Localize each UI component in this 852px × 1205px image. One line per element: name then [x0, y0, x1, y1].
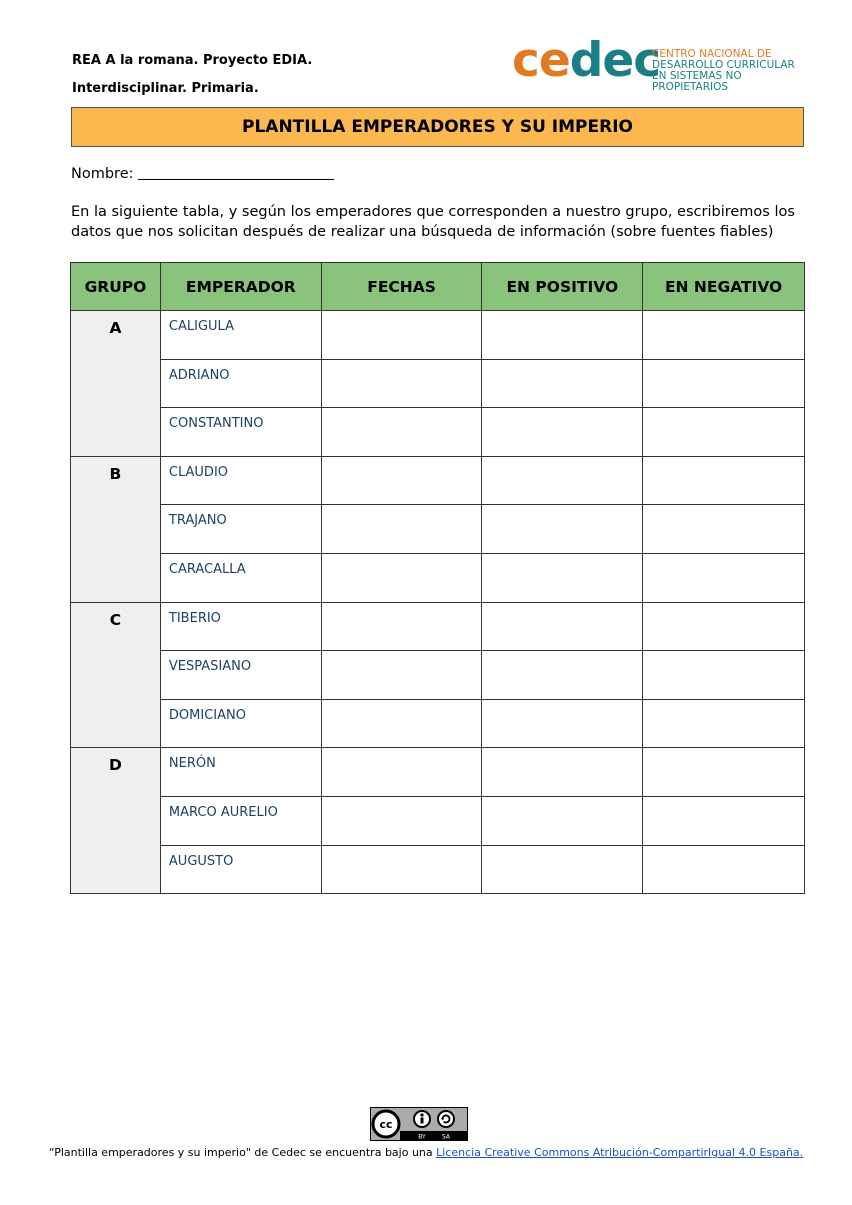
emperor-name: CARACALLA [160, 553, 321, 602]
cc-icon-text: cc [379, 1118, 393, 1131]
nombre-field [71, 165, 334, 182]
table-row [71, 651, 805, 700]
logo-sub-2: DESARROLLO CURRICULAR [652, 59, 795, 71]
emperor-name: CALIGULA [160, 311, 321, 360]
fechas-cell[interactable] [321, 505, 482, 554]
emperor-name: DOMICIANO [160, 699, 321, 748]
header-line-2: Interdisciplinar. Primaria. [72, 81, 259, 96]
negativo-cell[interactable] [643, 311, 805, 360]
fechas-cell[interactable] [321, 651, 482, 700]
sa-label: SA [441, 1133, 451, 1141]
positivo-cell[interactable] [482, 359, 643, 408]
table-row [71, 505, 805, 554]
emperor-name: VESPASIANO [160, 651, 321, 700]
emperor-name: TIBERIO [160, 602, 321, 651]
emperor-name: NERÓN [160, 748, 321, 797]
table-row [71, 359, 805, 408]
negativo-cell[interactable] [643, 651, 805, 700]
positivo-cell[interactable] [482, 553, 643, 602]
header-emperador: EMPERADOR [160, 263, 321, 311]
negativo-cell[interactable] [643, 845, 805, 894]
negativo-cell[interactable] [643, 748, 805, 797]
group-cell: A [71, 311, 161, 457]
cc-by-sa-badge[interactable] [370, 1107, 468, 1141]
negativo-cell[interactable] [643, 699, 805, 748]
logo-sub-1: CENTRO NACIONAL DE [652, 48, 772, 60]
logo-wordmark [512, 33, 660, 88]
intro-paragraph: En la siguiente tabla, y según los emperadores que corresponden a nuestro grupo, escribiremos los datos que nos solicitan después de realizar una búsqueda de información (sobre fuentes fiables) [71, 204, 795, 240]
table-row [71, 408, 805, 457]
positivo-cell[interactable] [482, 651, 643, 700]
table-row [71, 845, 805, 894]
fechas-cell[interactable] [321, 311, 482, 360]
negativo-cell[interactable] [643, 553, 805, 602]
positivo-cell[interactable] [482, 748, 643, 797]
document-header [72, 47, 312, 103]
positivo-cell[interactable] [482, 408, 643, 457]
emperor-name: ADRIANO [160, 359, 321, 408]
positivo-cell[interactable] [482, 311, 643, 360]
by-label: BY [418, 1133, 426, 1141]
header-grupo: GRUPO [71, 263, 161, 311]
fechas-cell[interactable] [321, 796, 482, 845]
group-cell: D [71, 748, 161, 894]
fechas-cell[interactable] [321, 699, 482, 748]
fechas-cell[interactable] [321, 408, 482, 457]
fechas-cell[interactable] [321, 845, 482, 894]
table-row [71, 553, 805, 602]
header-en-negativo: EN NEGATIVO [643, 263, 805, 311]
cedec-logo [512, 33, 812, 93]
emperor-name: TRAJANO [160, 505, 321, 554]
nombre-label: Nombre: [71, 166, 134, 182]
fechas-cell[interactable] [321, 456, 482, 505]
fechas-cell[interactable] [321, 602, 482, 651]
positivo-cell[interactable] [482, 505, 643, 554]
footer-text: “Plantilla emperadores y su imperio" de Cedec se encuentra bajo una [48, 1146, 437, 1159]
group-cell: C [71, 602, 161, 748]
table-row [71, 699, 805, 748]
negativo-cell[interactable] [643, 796, 805, 845]
license-footer [0, 1146, 852, 1159]
table-row [71, 311, 805, 360]
table-row [71, 796, 805, 845]
emperor-name: MARCO AURELIO [160, 796, 321, 845]
negativo-cell[interactable] [643, 359, 805, 408]
logo-word-teal: dec [569, 33, 661, 88]
sa-icon [438, 1111, 454, 1127]
negativo-cell[interactable] [643, 602, 805, 651]
fechas-cell[interactable] [321, 748, 482, 797]
positivo-cell[interactable] [482, 845, 643, 894]
group-cell: B [71, 456, 161, 602]
logo-sub-3: EN SISTEMAS NO PROPIETARIOS [652, 70, 742, 93]
negativo-cell[interactable] [643, 456, 805, 505]
table-row [71, 602, 805, 651]
header-fechas: FECHAS [321, 263, 482, 311]
positivo-cell[interactable] [482, 456, 643, 505]
positivo-cell[interactable] [482, 602, 643, 651]
license-link[interactable]: Licencia Creative Commons Atribución-CompartirIgual 4.0 España. [436, 1146, 804, 1159]
table-row [71, 748, 805, 797]
header-line-1: REA A la romana. Proyecto EDIA. [72, 53, 313, 68]
logo-subtitle [652, 49, 812, 93]
logo-word-orange: ce [512, 33, 570, 88]
positivo-cell[interactable] [482, 699, 643, 748]
negativo-cell[interactable] [643, 408, 805, 457]
fechas-cell[interactable] [321, 359, 482, 408]
emperor-name: AUGUSTO [160, 845, 321, 894]
page-title: PLANTILLA EMPERADORES Y SU IMPERIO [71, 107, 804, 147]
table-row [71, 456, 805, 505]
header-en-positivo: EN POSITIVO [482, 263, 643, 311]
fechas-cell[interactable] [321, 553, 482, 602]
positivo-cell[interactable] [482, 796, 643, 845]
emperors-table [70, 262, 805, 894]
emperor-name: CONSTANTINO [160, 408, 321, 457]
emperor-name: CLAUDIO [160, 456, 321, 505]
nombre-blank-line[interactable] [138, 165, 334, 180]
table-header-row [71, 263, 805, 311]
negativo-cell[interactable] [643, 505, 805, 554]
